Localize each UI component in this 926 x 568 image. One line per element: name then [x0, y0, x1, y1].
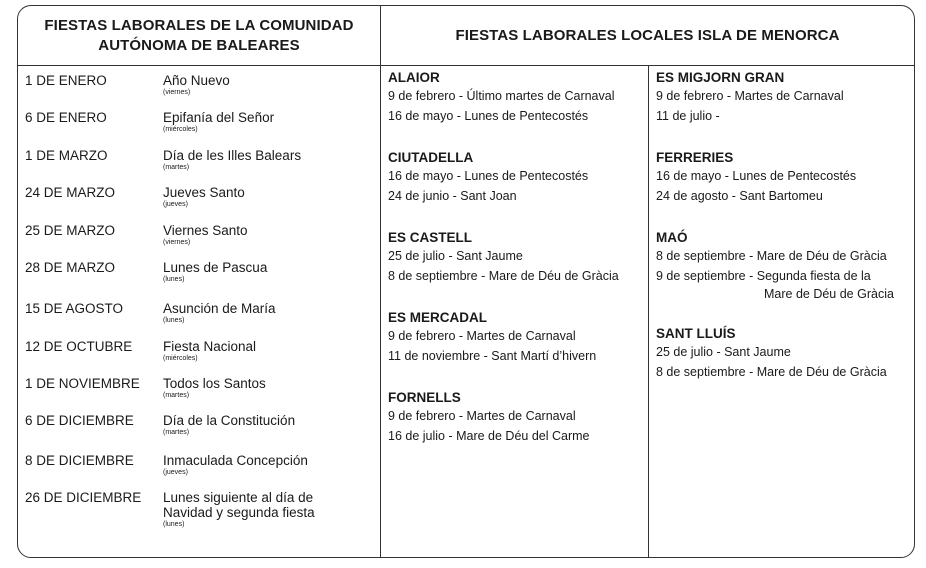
holiday-name: Día de la Constitución	[163, 413, 296, 428]
town-holiday: 24 de agosto - Sant Bartomeu	[656, 188, 823, 203]
holiday-name-continued: Navidad y segunda fiesta	[163, 505, 315, 520]
holiday-weekday: (lunes)	[163, 521, 185, 528]
local-header-text: FIESTAS LABORALES LOCALES ISLA DE MENORCA	[455, 27, 840, 44]
holiday-date: 6 DE DICIEMBRE	[25, 413, 134, 428]
town-block	[388, 228, 643, 286]
holiday-date: 1 DE MARZO	[25, 148, 108, 163]
holiday-name: Jueves Santo	[163, 185, 245, 200]
town-holiday: 9 de febrero - Martes de Carnaval	[656, 89, 844, 103]
regional-header-line2: AUTÓNOMA DE BALEARES	[98, 36, 300, 54]
town-name: CIUTADELLA	[388, 150, 474, 165]
header-divider	[18, 65, 914, 66]
holiday-name: Día de les Illes Balears	[163, 148, 302, 163]
town-name: ES CASTELL	[388, 230, 473, 245]
town-holiday: 16 de julio - Mare de Déu del Carme	[388, 428, 590, 443]
holiday-weekday: (martes)	[163, 392, 190, 399]
holiday-date: 6 DE ENERO	[25, 110, 107, 125]
town-holiday: 9 de septiembre - Segunda fiesta de la	[656, 268, 871, 283]
local-header	[381, 6, 914, 65]
regional-header	[18, 6, 380, 65]
town-holiday: 9 de febrero - Último martes de Carnaval	[388, 89, 615, 103]
holiday-name: Inmaculada Concepción	[163, 453, 308, 468]
town-holiday: 25 de julio - Sant Jaume	[656, 345, 791, 359]
town-holiday: 24 de junio - Sant Joan	[388, 188, 517, 203]
town-block	[656, 228, 911, 302]
holiday-name: Lunes siguiente al día de	[163, 490, 314, 505]
holiday-weekday: (lunes)	[163, 276, 185, 283]
town-name: ES MERCADAL	[388, 310, 488, 325]
holiday-name: Fiesta Nacional	[163, 339, 257, 354]
holiday-name: Lunes de Pascua	[163, 260, 268, 275]
town-holiday: 11 de julio -	[656, 108, 720, 123]
column-divider	[380, 6, 381, 557]
holiday-weekday: (martes)	[163, 164, 190, 171]
regional-header-line1: FIESTAS LABORALES DE LA COMUNIDAD	[44, 16, 354, 34]
town-block	[388, 308, 643, 366]
holiday-date: 26 DE DICIEMBRE	[25, 490, 142, 505]
town-holiday: 16 de mayo - Lunes de Pentecostés	[388, 108, 589, 123]
holiday-weekday: (viernes)	[163, 89, 191, 96]
local-column-1	[388, 68, 643, 468]
town-holiday: 8 de septiembre - Mare de Déu de Gràcia	[388, 268, 619, 283]
town-block	[388, 68, 643, 126]
holiday-weekday: (miércoles)	[163, 126, 198, 133]
holiday-name: Epifanía del Señor	[163, 110, 275, 125]
town-holiday: 9 de febrero - Martes de Carnaval	[388, 409, 576, 423]
town-holiday: 9 de febrero - Martes de Carnaval	[388, 329, 576, 343]
holiday-date: 12 DE OCTUBRE	[25, 339, 133, 354]
holiday-date: 24 DE MARZO	[25, 185, 116, 200]
holiday-weekday: (jueves)	[163, 469, 188, 476]
town-name: ES MIGJORN GRAN	[656, 70, 785, 85]
holiday-name: Todos los Santos	[163, 376, 266, 391]
town-block	[388, 388, 643, 446]
holiday-weekday: (jueves)	[163, 201, 188, 208]
holiday-date: 25 DE MARZO	[25, 223, 116, 238]
town-holiday-continued: Mare de Déu de Gràcia	[764, 287, 894, 301]
town-block	[656, 148, 911, 206]
holiday-date: 15 DE AGOSTO	[25, 301, 124, 316]
town-holiday: 11 de noviembre - Sant Martí d’hivern	[388, 348, 597, 363]
town-holiday: 8 de septiembre - Mare de Déu de Gràcia	[656, 249, 887, 263]
holiday-date: 1 DE ENERO	[25, 73, 107, 88]
holiday-date: 1 DE NOVIEMBRE	[25, 376, 140, 391]
holiday-name: Asunción de María	[163, 301, 276, 316]
column-divider	[648, 65, 649, 557]
holiday-date: 28 DE MARZO	[25, 260, 116, 275]
holiday-weekday: (viernes)	[163, 239, 191, 246]
town-name: MAÓ	[656, 230, 688, 245]
town-name: ALAIOR	[388, 70, 440, 85]
holiday-weekday: (lunes)	[163, 317, 185, 324]
town-holiday: 25 de julio - Sant Jaume	[388, 249, 523, 263]
holiday-date: 8 DE DICIEMBRE	[25, 453, 134, 468]
town-name: SANT LLUÍS	[656, 326, 736, 341]
town-block	[388, 148, 643, 206]
local-column-2	[656, 68, 911, 404]
town-name: FORNELLS	[388, 390, 461, 405]
town-block	[656, 324, 911, 382]
town-holiday: 8 de septiembre - Mare de Déu de Gràcia	[656, 364, 887, 379]
town-holiday: 16 de mayo - Lunes de Pentecostés	[388, 169, 589, 183]
holiday-weekday: (miércoles)	[163, 355, 198, 362]
town-holiday: 16 de mayo - Lunes de Pentecostés	[656, 169, 857, 183]
holiday-weekday: (martes)	[163, 429, 190, 436]
holiday-name: Viernes Santo	[163, 223, 248, 238]
town-block	[656, 68, 911, 126]
town-name: FERRERIES	[656, 150, 734, 165]
holiday-name: Año Nuevo	[163, 73, 230, 88]
